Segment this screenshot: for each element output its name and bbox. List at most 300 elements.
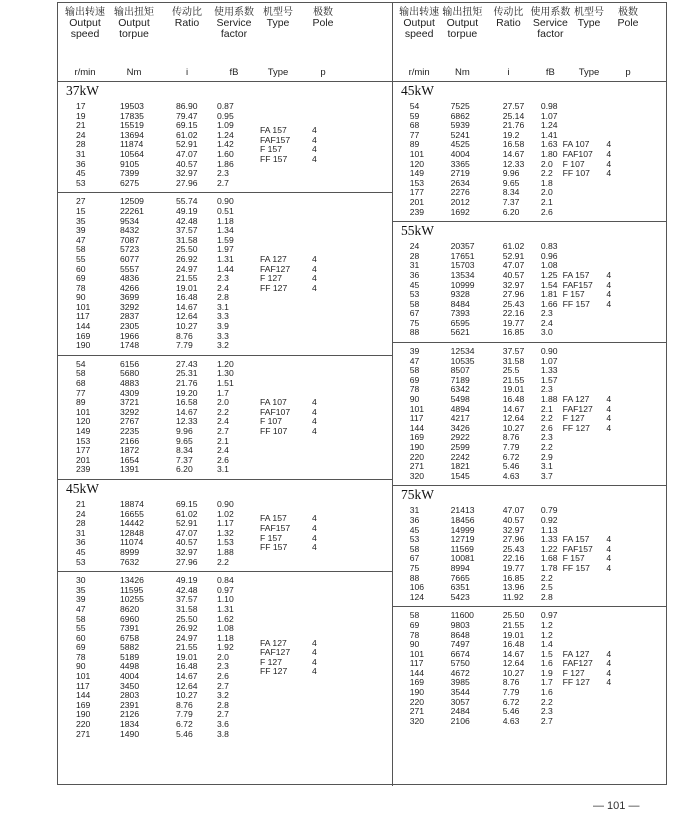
speed-cell: 239: [409, 206, 425, 217]
table-row: [393, 717, 667, 727]
header-en: Pole: [617, 17, 639, 29]
ratio-cell: 25.50: [502, 610, 525, 621]
ratio-cell: 9.65: [502, 177, 520, 188]
speed-cell: 90: [76, 661, 86, 672]
ratio-cell: 27.96: [502, 534, 525, 545]
speed-cell: 190: [409, 442, 425, 452]
factor-cell: 1.86: [217, 158, 234, 169]
model-type: FF 127: [260, 282, 288, 293]
torque-cell: 3365: [450, 158, 470, 169]
selection-table: [57, 2, 667, 785]
factor-cell: 1.08: [217, 623, 234, 634]
factor-cell: 1.68: [540, 553, 558, 564]
unit-c4: fB: [229, 67, 239, 78]
torque-cell: 3426: [450, 422, 470, 433]
torque-cell: 19503: [120, 101, 144, 111]
torque-cell: 2719: [450, 168, 470, 179]
units-row: [58, 67, 392, 82]
model-type: FA 157: [562, 269, 590, 280]
speed-cell: 89: [409, 139, 420, 150]
speed-cell: 190: [409, 687, 425, 698]
table-row: [393, 688, 667, 698]
speed-cell: 58: [76, 244, 86, 255]
speed-cell: 58: [409, 298, 420, 309]
factor-cell: 0.96: [540, 250, 558, 261]
speed-cell: 53: [409, 289, 420, 300]
torque-cell: 5557: [120, 263, 140, 274]
torque-cell: 7087: [120, 234, 140, 245]
speed-cell: 149: [76, 426, 91, 436]
speed-cell: 153: [409, 177, 425, 188]
factor-cell: 1.33: [540, 365, 558, 376]
model-type: F 127: [562, 413, 585, 424]
ratio-cell: 22.16: [502, 553, 525, 564]
factor-cell: 2.0: [217, 397, 229, 408]
speed-cell: 101: [409, 403, 425, 414]
model-type: FAF157: [260, 522, 291, 533]
pole-count: 4: [606, 279, 612, 290]
ratio-cell: 16.48: [176, 661, 198, 672]
speed-cell: 24: [76, 508, 86, 519]
factor-cell: 0.90: [217, 196, 234, 207]
factor-cell: 2.2: [540, 168, 553, 179]
speed-cell: 36: [409, 514, 420, 525]
speed-cell: 21: [76, 498, 86, 509]
torque-cell: 5189: [120, 651, 140, 662]
ratio-cell: 19.01: [502, 384, 525, 395]
ratio-cell: 19.77: [502, 317, 525, 328]
type-row: [393, 564, 667, 574]
type-row: [58, 255, 392, 265]
gear-group: [393, 607, 667, 730]
ratio-cell: 16.58: [176, 397, 198, 408]
model-type: FF 157: [562, 562, 590, 573]
unit-c6: p: [320, 67, 326, 78]
speed-cell: 88: [409, 327, 420, 338]
torque-cell: 11874: [120, 139, 144, 150]
model-type: F 157: [260, 532, 282, 543]
type-row: [58, 265, 392, 275]
speed-cell: 31: [76, 148, 86, 159]
ratio-cell: 19.77: [502, 562, 525, 573]
torque-cell: 1872: [120, 445, 140, 456]
torque-cell: 7399: [120, 168, 140, 179]
table-row: [58, 341, 392, 351]
factor-cell: 0.97: [217, 584, 234, 595]
model-type: FF 157: [260, 542, 288, 553]
torque-cell: 12848: [120, 527, 144, 538]
factor-cell: 0.51: [217, 205, 234, 216]
torque-cell: 6758: [120, 632, 140, 643]
ratio-cell: 8.34: [176, 445, 193, 456]
header-en: Pole: [312, 17, 334, 29]
speed-cell: 58: [76, 368, 86, 379]
factor-cell: 1.07: [540, 110, 558, 121]
ratio-cell: 47.07: [176, 148, 198, 159]
model-type: F 127: [260, 273, 282, 284]
pole-count: 4: [606, 168, 612, 179]
torque-cell: 7632: [120, 556, 140, 567]
type-block: [393, 271, 667, 309]
ratio-cell: 6.72: [176, 719, 193, 730]
model-type: FA 127: [562, 394, 590, 405]
torque-cell: 11074: [120, 537, 144, 548]
torque-cell: 16655: [120, 508, 144, 519]
pole-count: 4: [312, 397, 317, 408]
table-row: [393, 462, 667, 472]
factor-cell: 2.7: [217, 426, 229, 436]
model-type: FA 127: [260, 637, 287, 648]
speed-cell: 39: [409, 346, 420, 357]
torque-cell: 5939: [450, 120, 470, 131]
factor-cell: 2.4: [217, 416, 229, 427]
speed-cell: 77: [409, 129, 420, 140]
type-block: [393, 535, 667, 573]
factor-cell: 2.6: [540, 206, 553, 217]
factor-cell: 1.18: [217, 632, 234, 643]
torque-cell: 4525: [450, 139, 470, 150]
header-en2: speed: [404, 28, 434, 40]
speed-cell: 68: [76, 378, 86, 389]
ratio-cell: 47.07: [502, 260, 525, 271]
torque-cell: 3544: [450, 687, 470, 698]
ratio-cell: 14.67: [502, 403, 525, 414]
speed-cell: 101: [409, 648, 425, 659]
type-row: [58, 126, 392, 136]
ratio-cell: 19.01: [176, 651, 198, 662]
factor-cell: 1.62: [217, 613, 234, 624]
table-row: [393, 472, 667, 482]
factor-cell: 2.8: [217, 699, 229, 710]
factor-cell: 2.2: [540, 572, 553, 583]
ratio-cell: 26.92: [176, 253, 198, 264]
torque-cell: 18874: [120, 498, 144, 509]
speed-cell: 54: [76, 358, 86, 369]
torque-cell: 6351: [450, 582, 470, 593]
speed-cell: 28: [76, 139, 86, 150]
factor-cell: 1.24: [217, 129, 234, 140]
speed-cell: 169: [76, 699, 91, 710]
factor-cell: 3.3: [217, 330, 229, 341]
factor-cell: 1.09: [217, 120, 234, 131]
factor-cell: 1.31: [217, 253, 234, 264]
pole-count: 4: [312, 416, 317, 427]
factor-cell: 1.34: [217, 225, 234, 236]
header-en: Service: [532, 17, 568, 29]
factor-cell: 1.97: [217, 244, 234, 255]
speed-cell: 17: [76, 101, 86, 111]
factor-cell: 3.1: [217, 464, 229, 475]
factor-cell: 2.3: [217, 168, 229, 179]
speed-cell: 60: [76, 632, 86, 643]
type-block: [58, 514, 392, 552]
ratio-cell: 16.48: [176, 292, 198, 303]
speed-cell: 39: [76, 225, 86, 236]
table-row: [393, 319, 667, 329]
factor-cell: 0.98: [540, 101, 558, 111]
table-row: [393, 376, 667, 386]
ratio-cell: 12.33: [502, 158, 525, 169]
ratio-cell: 7.79: [176, 340, 193, 351]
speed-cell: 201: [76, 454, 91, 465]
ratio-cell: 27.96: [502, 289, 525, 300]
torque-cell: 10564: [120, 148, 144, 159]
torque-cell: 2235: [120, 426, 140, 436]
header-c1: [65, 7, 105, 40]
speed-cell: 101: [409, 148, 425, 159]
pole-count: 4: [606, 269, 612, 280]
ratio-cell: 10.27: [502, 667, 525, 678]
factor-cell: 1.32: [217, 527, 234, 538]
table-row: [393, 506, 667, 516]
model-type: F 127: [260, 656, 282, 667]
speed-cell: 67: [409, 308, 420, 319]
torque-cell: 4498: [120, 661, 140, 672]
factor-cell: 1.88: [540, 394, 558, 405]
header-c2: [113, 7, 155, 40]
pole-count: 4: [606, 289, 612, 300]
torque-cell: 3292: [120, 301, 140, 312]
table-row: [393, 252, 667, 262]
speed-cell: 149: [409, 168, 425, 179]
factor-cell: 0.92: [540, 514, 558, 525]
torque-cell: 1490: [120, 728, 140, 739]
speed-cell: 169: [409, 677, 425, 688]
factor-cell: 2.9: [540, 451, 553, 462]
torque-cell: 10255: [120, 594, 144, 605]
ratio-cell: 25.31: [176, 368, 198, 379]
header-en: Output: [69, 17, 101, 29]
ratio-cell: 5.46: [502, 706, 520, 717]
model-type: FAF127: [260, 647, 291, 658]
ratio-cell: 12.64: [502, 413, 525, 424]
speed-cell: 31: [409, 505, 420, 516]
factor-cell: 2.3: [540, 384, 553, 395]
factor-cell: 3.2: [217, 690, 229, 701]
factor-cell: 2.0: [217, 651, 229, 662]
header-en: Output: [403, 17, 435, 29]
torque-cell: 7393: [450, 308, 470, 319]
header-c3: [492, 7, 524, 29]
factor-cell: 3.1: [217, 301, 229, 312]
header-c6: [308, 7, 338, 29]
factor-cell: 3.8: [217, 728, 229, 739]
factor-cell: 3.0: [540, 327, 553, 338]
header-en: Output: [446, 17, 479, 29]
factor-cell: 1.07: [540, 355, 558, 366]
speed-cell: 90: [409, 639, 420, 650]
table-row: [393, 385, 667, 395]
pole-count: 4: [606, 667, 612, 678]
factor-cell: 3.9: [217, 321, 229, 332]
speed-cell: 53: [76, 177, 86, 188]
factor-cell: 1.8: [540, 177, 553, 188]
torque-cell: 6156: [120, 358, 140, 369]
factor-cell: 1.57: [540, 374, 558, 385]
table-row: [393, 443, 667, 453]
speed-cell: 47: [76, 234, 86, 245]
torque-cell: 4217: [450, 413, 470, 424]
type-row: [393, 160, 667, 170]
ratio-cell: 47.07: [502, 505, 525, 516]
ratio-cell: 21.76: [502, 120, 525, 131]
table-row: [393, 516, 667, 526]
ratio-cell: 6.20: [176, 464, 193, 475]
speed-cell: 28: [76, 518, 86, 529]
pole-count: 4: [606, 422, 612, 433]
ratio-cell: 69.15: [176, 498, 198, 509]
model-type: FF 127: [562, 677, 590, 688]
unit-c1: r/min: [408, 67, 430, 78]
torque-cell: 6077: [120, 253, 140, 264]
speed-cell: 120: [409, 158, 425, 169]
ratio-cell: 32.97: [502, 524, 525, 535]
header-en: Service: [216, 17, 252, 29]
table-row: [393, 574, 667, 584]
type-row: [393, 554, 667, 564]
factor-cell: 1.13: [540, 524, 558, 535]
model-type: FAF157: [562, 543, 593, 554]
header-zh: 传动比: [493, 7, 524, 18]
type-row: [58, 639, 392, 649]
factor-cell: 2.6: [217, 454, 229, 465]
speed-cell: 177: [409, 187, 425, 198]
torque-cell: 7525: [450, 101, 470, 111]
torque-cell: 5498: [450, 394, 470, 405]
table-row: [393, 208, 667, 218]
type-row: [393, 678, 667, 688]
speed-cell: 67: [409, 553, 420, 564]
factor-cell: 2.0: [540, 158, 553, 169]
factor-cell: 1.63: [540, 139, 558, 150]
header-en: Type: [577, 17, 601, 29]
table-row: [58, 730, 392, 740]
speed-cell: 47: [76, 603, 86, 614]
type-row: [58, 408, 392, 418]
speed-cell: 320: [409, 715, 425, 726]
ratio-cell: 11.92: [502, 591, 524, 602]
header-zh: 输出扭矩: [442, 7, 483, 18]
torque-cell: 7189: [450, 374, 470, 385]
torque-cell: 2126: [120, 709, 140, 720]
ratio-cell: 31.58: [176, 603, 198, 614]
table-row: [393, 309, 667, 319]
ratio-cell: 21.55: [502, 374, 525, 385]
torque-cell: 6674: [450, 648, 470, 659]
ratio-cell: 7.79: [176, 709, 193, 720]
speed-cell: 117: [76, 680, 90, 691]
table-row: [393, 102, 667, 112]
factor-cell: 0.90: [540, 346, 558, 357]
unit-c2: Nm: [126, 67, 142, 78]
ratio-cell: 7.37: [176, 454, 193, 465]
factor-cell: 2.4: [217, 282, 229, 293]
torque-cell: 14442: [120, 518, 144, 529]
torque-cell: 11595: [120, 584, 144, 595]
torque-cell: 8484: [450, 298, 470, 309]
speed-cell: 120: [76, 416, 91, 427]
ratio-cell: 12.64: [176, 311, 198, 322]
speed-cell: 36: [76, 537, 86, 548]
type-row: [393, 535, 667, 545]
pole-count: 4: [312, 125, 317, 135]
factor-cell: 1.6: [540, 658, 553, 669]
ratio-cell: 14.67: [176, 406, 198, 417]
torque-cell: 15519: [120, 120, 144, 131]
factor-cell: 1.33: [540, 534, 558, 545]
torque-cell: 17651: [450, 250, 475, 261]
model-type: FF 157: [260, 153, 288, 164]
factor-cell: 1.42: [217, 139, 234, 150]
gear-group: [58, 193, 392, 356]
factor-cell: 2.4: [217, 445, 229, 456]
speed-cell: 90: [409, 394, 420, 405]
ratio-cell: 22.16: [502, 308, 525, 319]
gear-group: [58, 572, 392, 743]
header-zh: 使用系数: [214, 7, 254, 18]
model-type: F 157: [562, 289, 585, 300]
type-row: [393, 300, 667, 310]
ratio-cell: 61.02: [176, 129, 198, 140]
table-row: [393, 131, 667, 141]
factor-cell: 3.1: [540, 461, 553, 472]
torque-cell: 5750: [450, 658, 470, 669]
factor-cell: 1.2: [540, 629, 553, 640]
torque-cell: 15703: [450, 260, 475, 271]
torque-cell: 2012: [450, 196, 470, 207]
table-row: [393, 188, 667, 198]
ratio-cell: 5.46: [502, 461, 520, 472]
ratio-cell: 21.55: [176, 273, 198, 284]
ratio-cell: 40.57: [176, 158, 198, 169]
torque-cell: 3699: [120, 292, 140, 303]
unit-c3: i: [507, 67, 510, 78]
speed-cell: 58: [76, 613, 86, 624]
power-section-label: 45kW: [66, 480, 99, 496]
table-row: [393, 611, 667, 621]
ratio-cell: 12.64: [176, 680, 198, 691]
model-type: FF 127: [562, 422, 590, 433]
speed-cell: 239: [76, 464, 91, 475]
speed-cell: 54: [409, 101, 420, 111]
pole-count: 4: [606, 534, 612, 545]
header-c2: [441, 7, 483, 40]
factor-cell: 1.2: [540, 619, 553, 630]
ratio-cell: 4.63: [502, 715, 520, 726]
table-row: [393, 698, 667, 708]
ratio-cell: 55.74: [176, 196, 198, 207]
speed-cell: 68: [409, 120, 420, 131]
ratio-cell: 16.48: [502, 639, 525, 650]
ratio-cell: 27.43: [176, 358, 198, 369]
table-row: [393, 526, 667, 536]
model-type: FF 157: [562, 298, 590, 309]
type-row: [58, 514, 392, 524]
header-c5: [569, 7, 609, 29]
ratio-cell: 52.91: [176, 139, 198, 150]
factor-cell: 1.44: [217, 263, 234, 274]
table-row: [393, 433, 667, 443]
speed-cell: 31: [409, 260, 420, 271]
factor-cell: 1.59: [217, 234, 234, 245]
factor-cell: 1.02: [217, 508, 234, 519]
power-section-label: 37kW: [66, 83, 99, 98]
speed-cell: 89: [76, 397, 86, 408]
pole-count: 4: [312, 513, 317, 524]
gear-group: [58, 100, 392, 193]
model-type: FF 127: [260, 666, 288, 677]
speed-cell: 78: [409, 384, 420, 395]
